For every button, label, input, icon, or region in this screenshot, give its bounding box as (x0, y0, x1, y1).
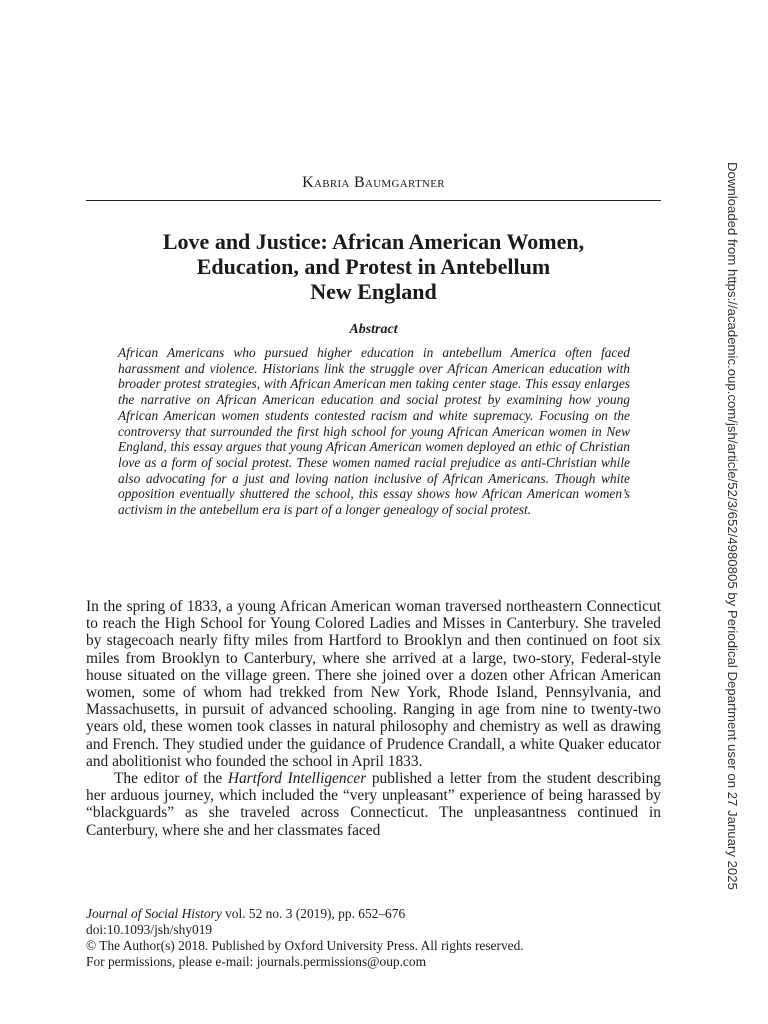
title-line: Love and Justice: African American Women, (162, 229, 585, 254)
journal-name: Journal of Social History (86, 906, 222, 921)
footer-citation (86, 906, 661, 970)
paragraph-text: The editor of the (114, 770, 228, 788)
paragraph-text: published a letter from the student describing her arduous journey, which included the “very unpleasant” experience of being harassed by “blackguards” as she traveled across Connecticut. The unpleasantness continued in Canterbury, where she and her classmates faced (86, 770, 661, 839)
header-rule (86, 200, 661, 201)
title-line: New England (310, 279, 437, 304)
abstract-heading: Abstract (349, 322, 398, 337)
permissions-notice: For permissions, please e-mail: journals.permissions@oup.com (86, 954, 426, 969)
author-name: Kabria Baumgartner (302, 174, 445, 191)
doi[interactable]: doi:10.1093/jsh/shy019 (86, 922, 213, 937)
download-watermark: Downloaded from https://academic.oup.com/jsh/article/52/3/652/4980805 by Periodical Department user on 27 January 2025 (725, 162, 740, 890)
title-line: Education, and Protest in Antebellum (196, 254, 551, 279)
citation-details: vol. 52 no. 3 (2019), pp. 652–676 (221, 906, 406, 921)
body-paragraph (86, 770, 661, 839)
copyright-notice: © The Author(s) 2018. Published by Oxford University Press. All rights reserved. (86, 938, 524, 953)
body-paragraph: In the spring of 1833, a young African American woman traversed northeastern Connecticut to reach the High School for Young Colored Ladies and Misses in Canterbury. She traveled by stagecoach nearly fifty miles from Hartford to Brooklyn and then continued on foot six miles from Brooklyn to Canterbury, where she arrived at a large, two-story, Federal-style house situated on the village green. There she joined over a dozen other African American women, some of whom had trekked from New York, Rhode Island, Pennsylvania, and Massachusetts, in pursuit of advanced schooling. Ranging in age from nine to twenty-two years old, these women took classes in natural philosophy and chemistry as well as drawing and French. They studied under the guidance of Prudence Crandall, a white Quaker educator and abolitionist who founded the school in April 1833. (86, 598, 661, 770)
abstract-text: African Americans who pursued higher education in antebellum America often faced harassment and violence. Historians link the struggle over African American education with broader protest strategies, with African American men taking center stage. This essay enlarges the narrative on African American education and social protest by examining how young African American women students contested racism and white supremacy. Focusing on the controversy that surrounded the first high school for young African American women in New England, this essay argues that young African American women deployed an ethic of Christian love as a form of social protest. These women named racial prejudice as anti-Christian while also advocating for a just and loving nation inclusive of African Americans. Though white opposition eventually shuttered the school, this essay shows how African American women’s activism in the antebellum era is part of a longer genealogy of social protest. (118, 345, 630, 518)
article-title (100, 229, 647, 304)
article-body (86, 598, 661, 839)
publication-name: Hartford Intelligencer (227, 770, 367, 788)
journal-citation (86, 906, 661, 922)
